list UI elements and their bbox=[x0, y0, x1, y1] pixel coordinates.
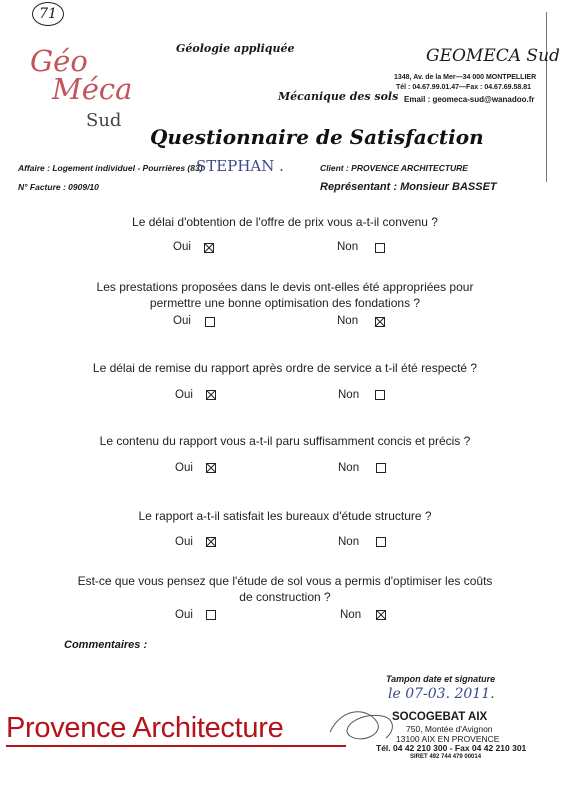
stamp-address-1: 750, Montée d'Avignon bbox=[406, 724, 493, 734]
representant-label: Représentant : Monsieur BASSET bbox=[320, 181, 497, 193]
question-1: Le délai d'obtention de l'offre de prix vous a-t-il convenu ? bbox=[132, 215, 438, 229]
q2-oui-checkbox[interactable] bbox=[205, 317, 215, 327]
question-6: Est-ce que vous pensez que l'étude de sol vous a permis d'optimiser les coûts de construction ? bbox=[77, 574, 493, 604]
geomeca-logo bbox=[30, 44, 140, 139]
q3-non-checkbox[interactable] bbox=[375, 390, 385, 400]
q6-oui-label: Oui bbox=[175, 609, 193, 621]
q1-non-checkbox[interactable] bbox=[375, 243, 385, 253]
comments-label: Commentaires : bbox=[64, 639, 148, 651]
logo-line-sud: Sud bbox=[86, 110, 122, 131]
stamp-underline bbox=[6, 745, 346, 747]
header-phone: Tél : 04.67.99.01.47—Fax : 04.67.69.58.81 bbox=[396, 84, 532, 91]
question-3: Le délai de remise du rapport après ordre de service a t-il été respecté ? bbox=[92, 361, 478, 375]
q4-non-checkbox[interactable] bbox=[376, 463, 386, 473]
q5-non-label: Non bbox=[338, 536, 360, 548]
q5-non-checkbox[interactable] bbox=[376, 537, 386, 547]
header-mecanique: Mécanique des sols bbox=[278, 90, 399, 103]
corner-number-mark: 71 bbox=[32, 2, 64, 26]
page-title: Questionnaire de Satisfaction bbox=[150, 125, 484, 149]
header-email: Email : geomeca-sud@wanadoo.fr bbox=[404, 95, 535, 104]
facture-label: N° Facture : 0909/10 bbox=[18, 182, 99, 192]
stamp-siret: SIRET 492 744 479 00014 bbox=[410, 754, 482, 760]
q6-oui-checkbox[interactable] bbox=[206, 610, 216, 620]
stamp-phone: Tél. 04 42 210 300 - Fax 04 42 210 301 bbox=[376, 743, 527, 753]
logo-line-meca: Méca bbox=[52, 72, 133, 106]
header-address: 1348, Av. de la Mer—34 000 MONTPELLIER bbox=[394, 74, 537, 81]
q2-oui-label: Oui bbox=[173, 315, 191, 327]
header-geologie: Géologie appliquée bbox=[176, 42, 295, 55]
header-company-name: GEOMECA Sud bbox=[426, 46, 560, 66]
q3-oui-label: Oui bbox=[175, 389, 193, 401]
question-5: Le rapport a-t-il satisfait les bureaux d'étude structure ? bbox=[138, 509, 432, 523]
logo-line-geo: Géo bbox=[30, 44, 88, 78]
stamp-company: SOCOGEBAT AIX bbox=[392, 711, 488, 723]
stamp-address-2: 13100 AIX EN PROVENCE bbox=[396, 734, 500, 744]
q4-non-label: Non bbox=[338, 462, 360, 474]
corner-fold-line bbox=[546, 12, 547, 182]
signature-date: le 07-03. 2011. bbox=[388, 686, 495, 702]
q4-oui-label: Oui bbox=[175, 462, 193, 474]
signature-label: Tampon date et signature bbox=[386, 674, 496, 684]
q2-non-checkbox[interactable] bbox=[375, 317, 385, 327]
affaire-handwritten: STEPHAN . bbox=[196, 157, 284, 175]
q3-oui-checkbox[interactable] bbox=[206, 390, 216, 400]
q5-oui-label: Oui bbox=[175, 536, 193, 548]
q2-non-label: Non bbox=[337, 315, 359, 327]
q3-non-label: Non bbox=[338, 389, 360, 401]
affaire-label: Affaire : Logement individuel - Pourrières (83) bbox=[18, 163, 203, 173]
q1-non-label: Non bbox=[337, 241, 359, 253]
stamp-brand: Provence Architecture bbox=[6, 712, 284, 744]
question-4: Le contenu du rapport vous a-t-il paru suffisamment concis et précis ? bbox=[99, 434, 471, 448]
client-label: Client : PROVENCE ARCHITECTURE bbox=[320, 163, 468, 173]
q4-oui-checkbox[interactable] bbox=[206, 463, 216, 473]
q1-oui-checkbox[interactable] bbox=[204, 243, 214, 253]
q6-non-checkbox[interactable] bbox=[376, 610, 386, 620]
q1-oui-label: Oui bbox=[173, 241, 191, 253]
q6-non-label: Non bbox=[340, 609, 362, 621]
q5-oui-checkbox[interactable] bbox=[206, 537, 216, 547]
question-2: Les prestations proposées dans le devis ont-elles été appropriées pour permettre une bonne optimisation des fondations ? bbox=[96, 280, 474, 310]
